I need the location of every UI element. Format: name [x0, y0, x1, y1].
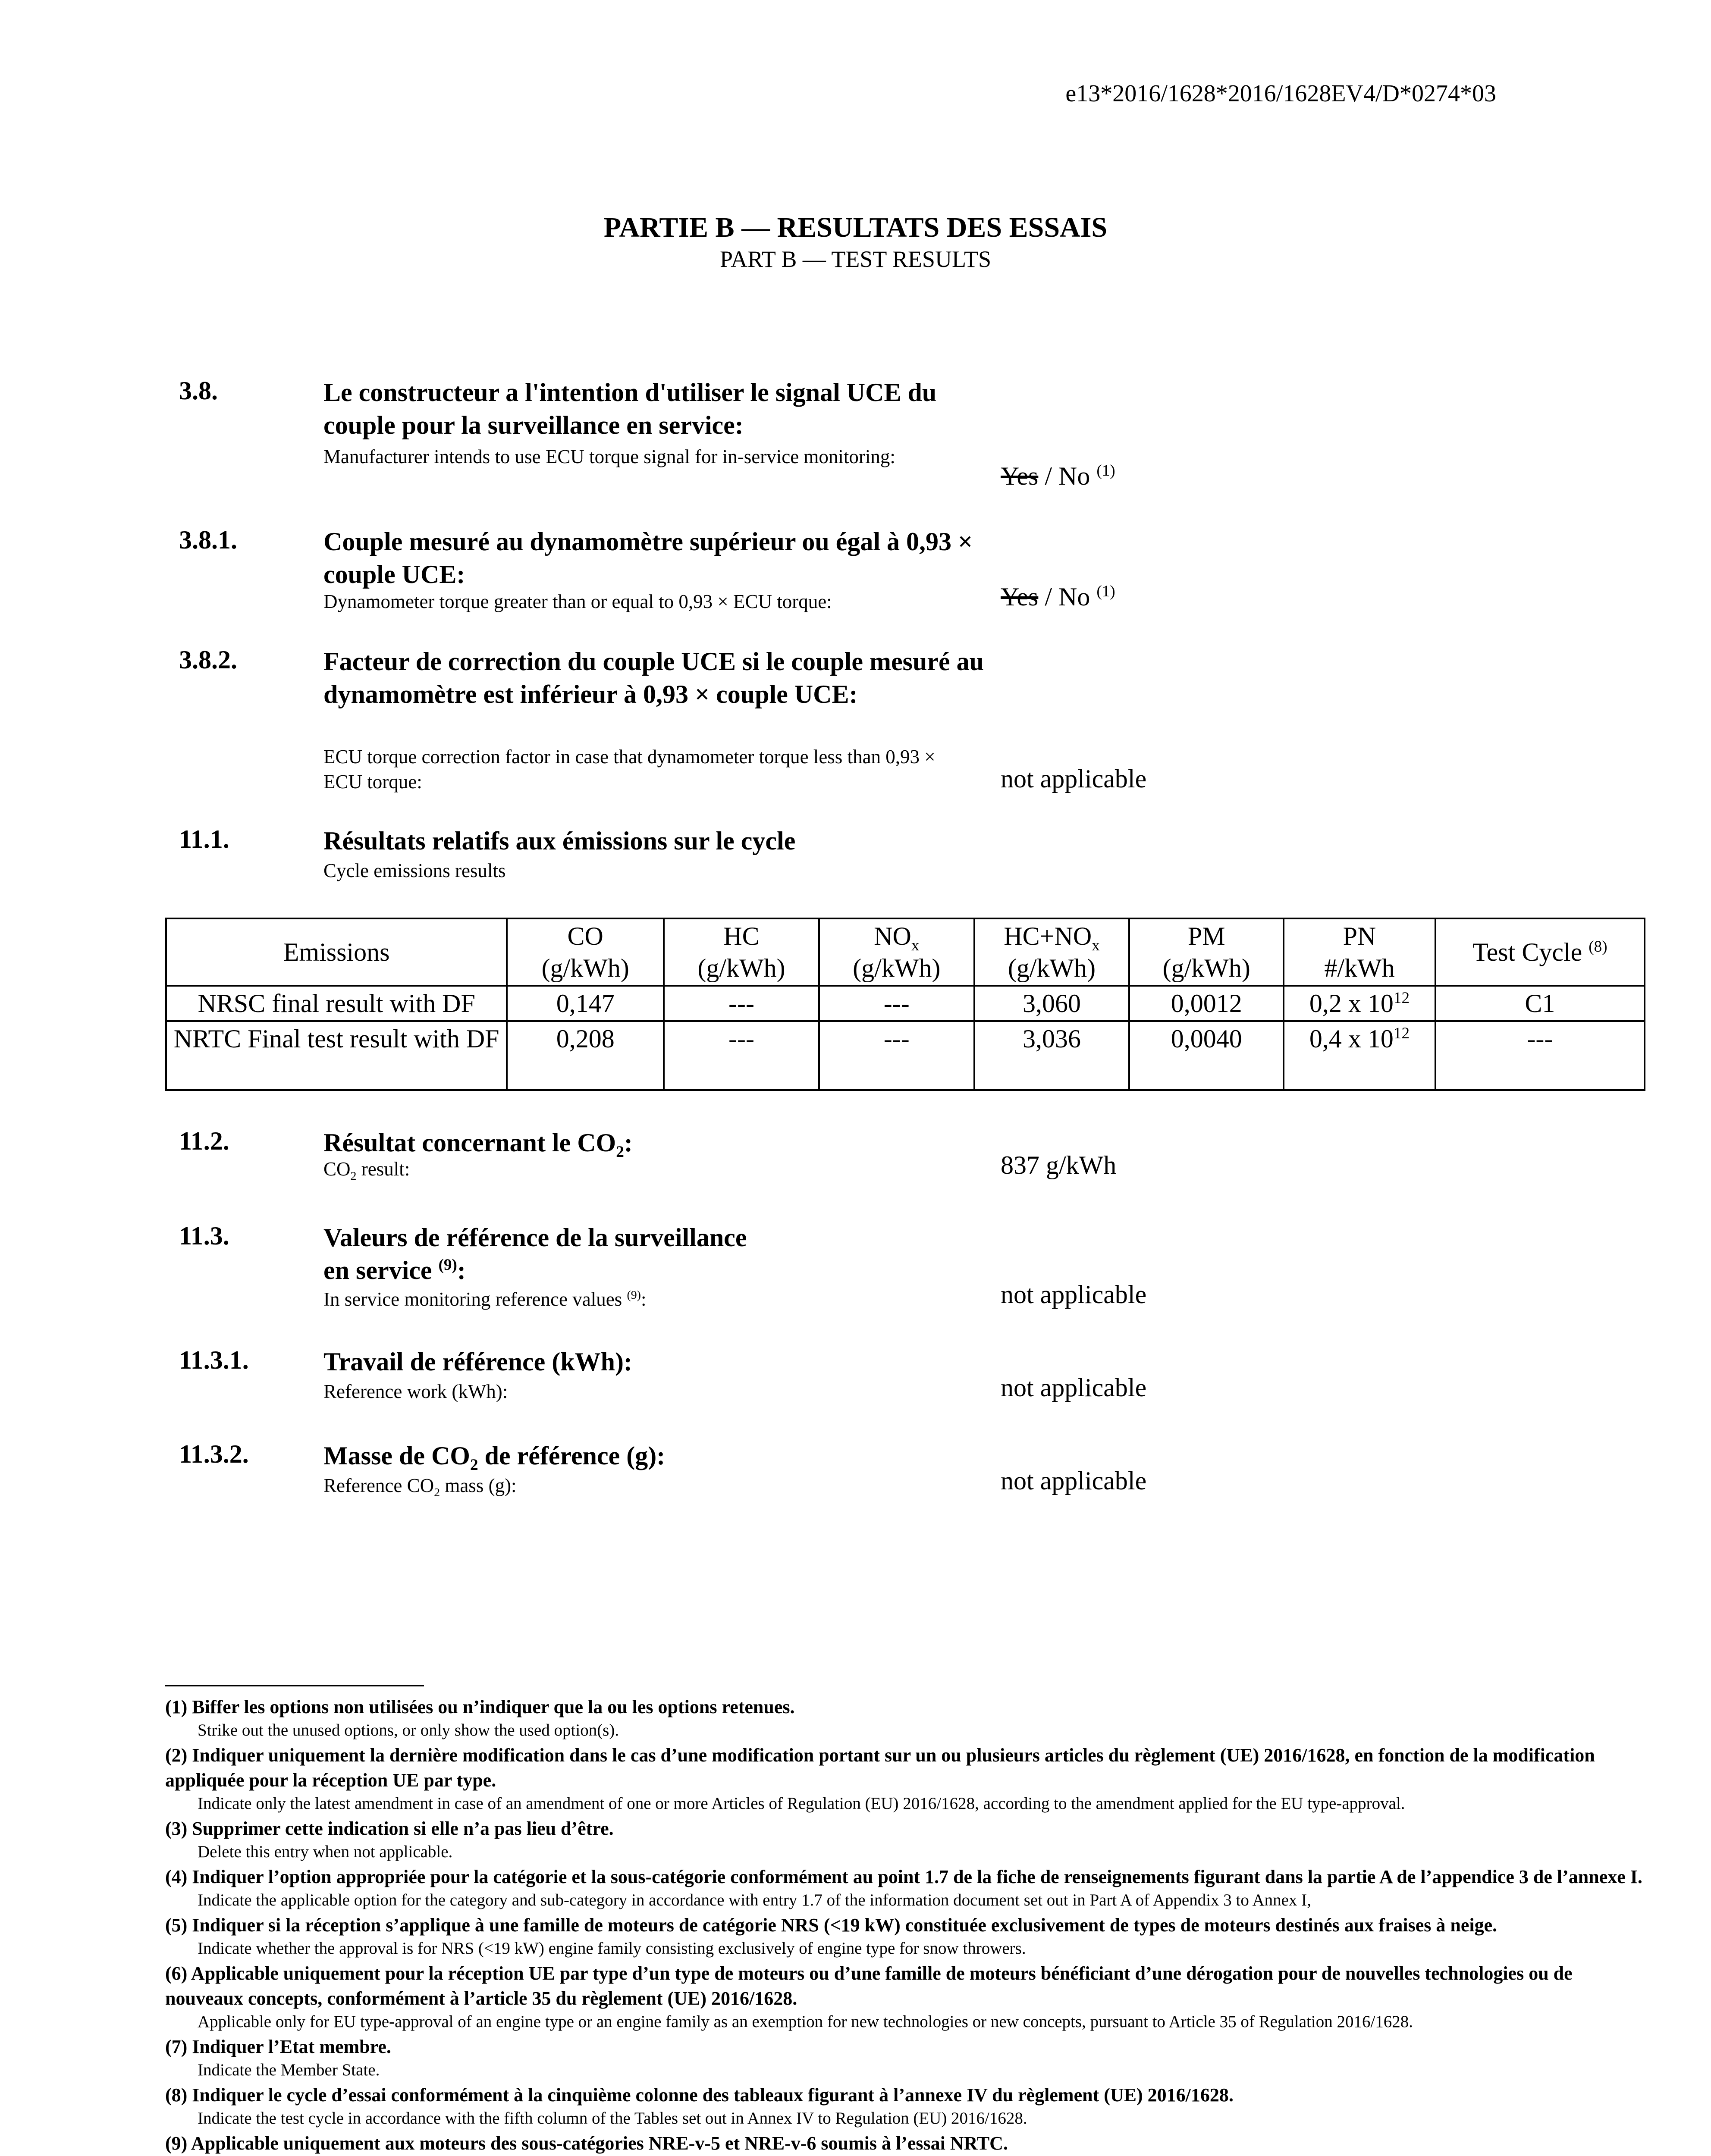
- footnote-9: (9) Applicable uniquement aux moteurs des sous-catégories NRE-v-5 et NRE-v-6 soumis à l’essai NRTC.: [165, 2133, 1008, 2154]
- struck-option: Yes: [1001, 583, 1039, 611]
- section-heading-3-8: Le constructeur a l'intention d'utiliser le signal UCE du couple pour la surveillance en service:: [323, 378, 937, 439]
- cell-nox: ---: [819, 1021, 974, 1090]
- footnotes: [165, 1695, 1649, 2156]
- header-test-cycle: Test Cycle $^{(8)}$: [1435, 918, 1645, 986]
- footnote-6: (6) Applicable uniquement pour la réception UE par type d’un type de moteurs ou d’une famille de moteurs bénéficiant d’une dérogation pour de nouvelles technologies ou de nouveaux concepts, conformément à l’article 35 du règlement (UE) 2016/1628. Applicable only for EU type-approval of an engine type or an engine family as an exemption for new technologies or new concepts, pursuant to Article 35 of Regulation 2016/1628.: [165, 1963, 1573, 2031]
- cell-nox: ---: [819, 986, 974, 1021]
- footnote-7: (7) Indiquer l’Etat membre. Indicate the Member State.: [165, 2036, 391, 2079]
- value-11-3: not applicable: [1001, 1280, 1147, 1309]
- value-3-8: Yes / No $^{(1)}$: [1001, 462, 1115, 490]
- section-number-3-8: 3.8.: [179, 376, 218, 405]
- section-heading-11-3-1: Travail de référence (kWh):: [323, 1348, 632, 1376]
- cell-co: 0,208: [507, 1021, 664, 1090]
- footnote-3: (3) Supprimer cette indication si elle n’a pas lieu d’être. Delete this entry when not applicable.: [165, 1818, 614, 1861]
- section-number-11-1: 11.1.: [179, 825, 229, 853]
- document-reference: e13*2016/1628*2016/1628EV4/D*0274*03: [1065, 80, 1496, 107]
- value-11-3-1: not applicable: [1001, 1373, 1147, 1402]
- footnote-1: (1) Biffer les options non utilisées ou n’indiquer que la ou les options retenues. Strike out the unused options, or only show the used option(s).: [165, 1696, 795, 1739]
- cell-pm: 0,0040: [1129, 1021, 1284, 1090]
- header-pn: PN #/kWh: [1284, 918, 1435, 986]
- header-emissions: Emissions: [166, 918, 507, 986]
- footnote-4: (4) Indiquer l’option appropriée pour la catégorie et la sous-catégorie conformément au point 1.7 de la fiche de renseignements figurant dans la partie A de l’appendice 3 de l’annexe I. Indicate the applicable option for the category and sub-category in accordance with entry 1.7 of the information document set out in Part A of Appendix 3 to Annex I,: [165, 1866, 1642, 1909]
- cell-pm: 0,0012: [1129, 986, 1284, 1021]
- emissions-table: [165, 918, 1645, 1091]
- section-number-11-3: 11.3.: [179, 1222, 229, 1250]
- section-subheading-11-1: Cycle emissions results: [323, 860, 506, 881]
- page-subtitle: PART B — TEST RESULTS: [720, 246, 991, 272]
- cell-pn: 0,4 x $10^{12}$: [1284, 1021, 1435, 1090]
- cell-hc-nox: 3,036: [974, 1021, 1130, 1090]
- footnote-separator: [165, 1685, 424, 1686]
- cell-hc: ---: [664, 986, 819, 1021]
- section-heading-3-8-1: Couple mesuré au dynamomètre supérieur ou égal à 0,93 × couple UCE:: [323, 527, 973, 589]
- page-title: PARTIE B — RESULTATS DES ESSAIS: [603, 212, 1108, 243]
- section-heading-11-3: Valeurs de référence de la surveillance en service $^{(9)}$:: [323, 1223, 747, 1285]
- section-subheading-11-3-2: Reference $CO_2$ mass (g):: [323, 1475, 517, 1499]
- cell-test-cycle: C1: [1435, 986, 1645, 1021]
- cell-test-cycle: ---: [1435, 1021, 1645, 1090]
- header-hc: HC (g/kWh): [664, 918, 819, 986]
- value-3-8-1: Yes / No $^{(1)}$: [1001, 583, 1115, 611]
- value-11-2: 837 g/kWh: [1001, 1151, 1117, 1179]
- section-subheading-11-2: $CO_2$ result:: [323, 1158, 410, 1183]
- row-label: NRTC Final test result with DF: [166, 1021, 507, 1090]
- section-number-11-2: 11.2.: [179, 1127, 229, 1155]
- row-label: NRSC final result with DF: [166, 986, 507, 1021]
- header-pm: PM (g/kWh): [1129, 918, 1284, 986]
- section-number-3-8-2: 3.8.2.: [179, 646, 237, 674]
- section-subheading-3-8-1: Dynamometer torque greater than or equal to 0,93 × ECU torque:: [323, 591, 832, 612]
- header-hc-nox: $HC+NO_x$ (g/kWh): [974, 918, 1130, 986]
- header-co: CO (g/kWh): [507, 918, 664, 986]
- table-row: [166, 986, 1645, 1021]
- footnote-8: (8) Indiquer le cycle d’essai conformément à la cinquième colonne des tableaux figurant à l’annexe IV du règlement (UE) 2016/1628. Indicate the test cycle in accordance with the fifth column of the Tables set out in Annex IV to Regulation (EU) 2016/1628.: [165, 2084, 1234, 2128]
- table-row: [166, 1021, 1645, 1090]
- section-heading-11-1: Résultats relatifs aux émissions sur le cycle: [323, 827, 796, 855]
- section-number-3-8-1: 3.8.1.: [179, 526, 237, 554]
- cell-hc: ---: [664, 1021, 819, 1090]
- section-subheading-3-8-2: ECU torque correction factor in case that dynamometer torque less than 0,93 × ECU torque:: [323, 746, 936, 793]
- cell-hc-nox: 3,060: [974, 986, 1130, 1021]
- table-header-row: [166, 918, 1645, 986]
- header-nox: $NO_x$ (g/kWh): [819, 918, 974, 986]
- section-heading-11-3-2: Masse de $CO_2$ de référence (g):: [323, 1442, 666, 1474]
- footnote-2: (2) Indiquer uniquement la dernière modification dans le cas d’une modification portant sur un ou plusieurs articles du règlement (UE) 2016/1628, en fonction de la modification appliquée pour la réception UE par type. Indicate only the latest amendment in case of an amendment of one or more Articles of Regulation (EU) 2016/1628, according to the amendment applied for the EU type-approval.: [165, 1745, 1595, 1813]
- section-subheading-11-3-1: Reference work (kWh):: [323, 1381, 508, 1402]
- section-heading-11-2: Résultat concernant le $CO_2$:: [323, 1128, 633, 1161]
- footnote-5: (5) Indiquer si la réception s’applique à une famille de moteurs de catégorie NRS (<19 kW) constituée exclusivement de types de moteurs destinés aux fraises à neige. Indicate whether the approval is for NRS (<19 kW) engine family consisting exclusively of engine type for snow throwers.: [165, 1915, 1498, 1958]
- section-subheading-11-3: In service monitoring reference values $^{(9)}$:: [323, 1288, 647, 1310]
- section-subheading-3-8: Manufacturer intends to use ECU torque signal for in-service monitoring:: [323, 446, 895, 467]
- cell-co: 0,147: [507, 986, 664, 1021]
- cell-pn: 0,2 x $10^{12}$: [1284, 986, 1435, 1021]
- section-number-11-3-2: 11.3.2.: [179, 1440, 249, 1468]
- section-heading-3-8-2: Facteur de correction du couple UCE si le couple mesuré au dynamomètre est inférieur à 0,93 × couple UCE:: [323, 647, 984, 708]
- struck-option: Yes: [1001, 462, 1039, 490]
- value-3-8-2: not applicable: [1001, 765, 1147, 793]
- value-11-3-2: not applicable: [1001, 1467, 1147, 1495]
- section-number-11-3-1: 11.3.1.: [179, 1346, 249, 1374]
